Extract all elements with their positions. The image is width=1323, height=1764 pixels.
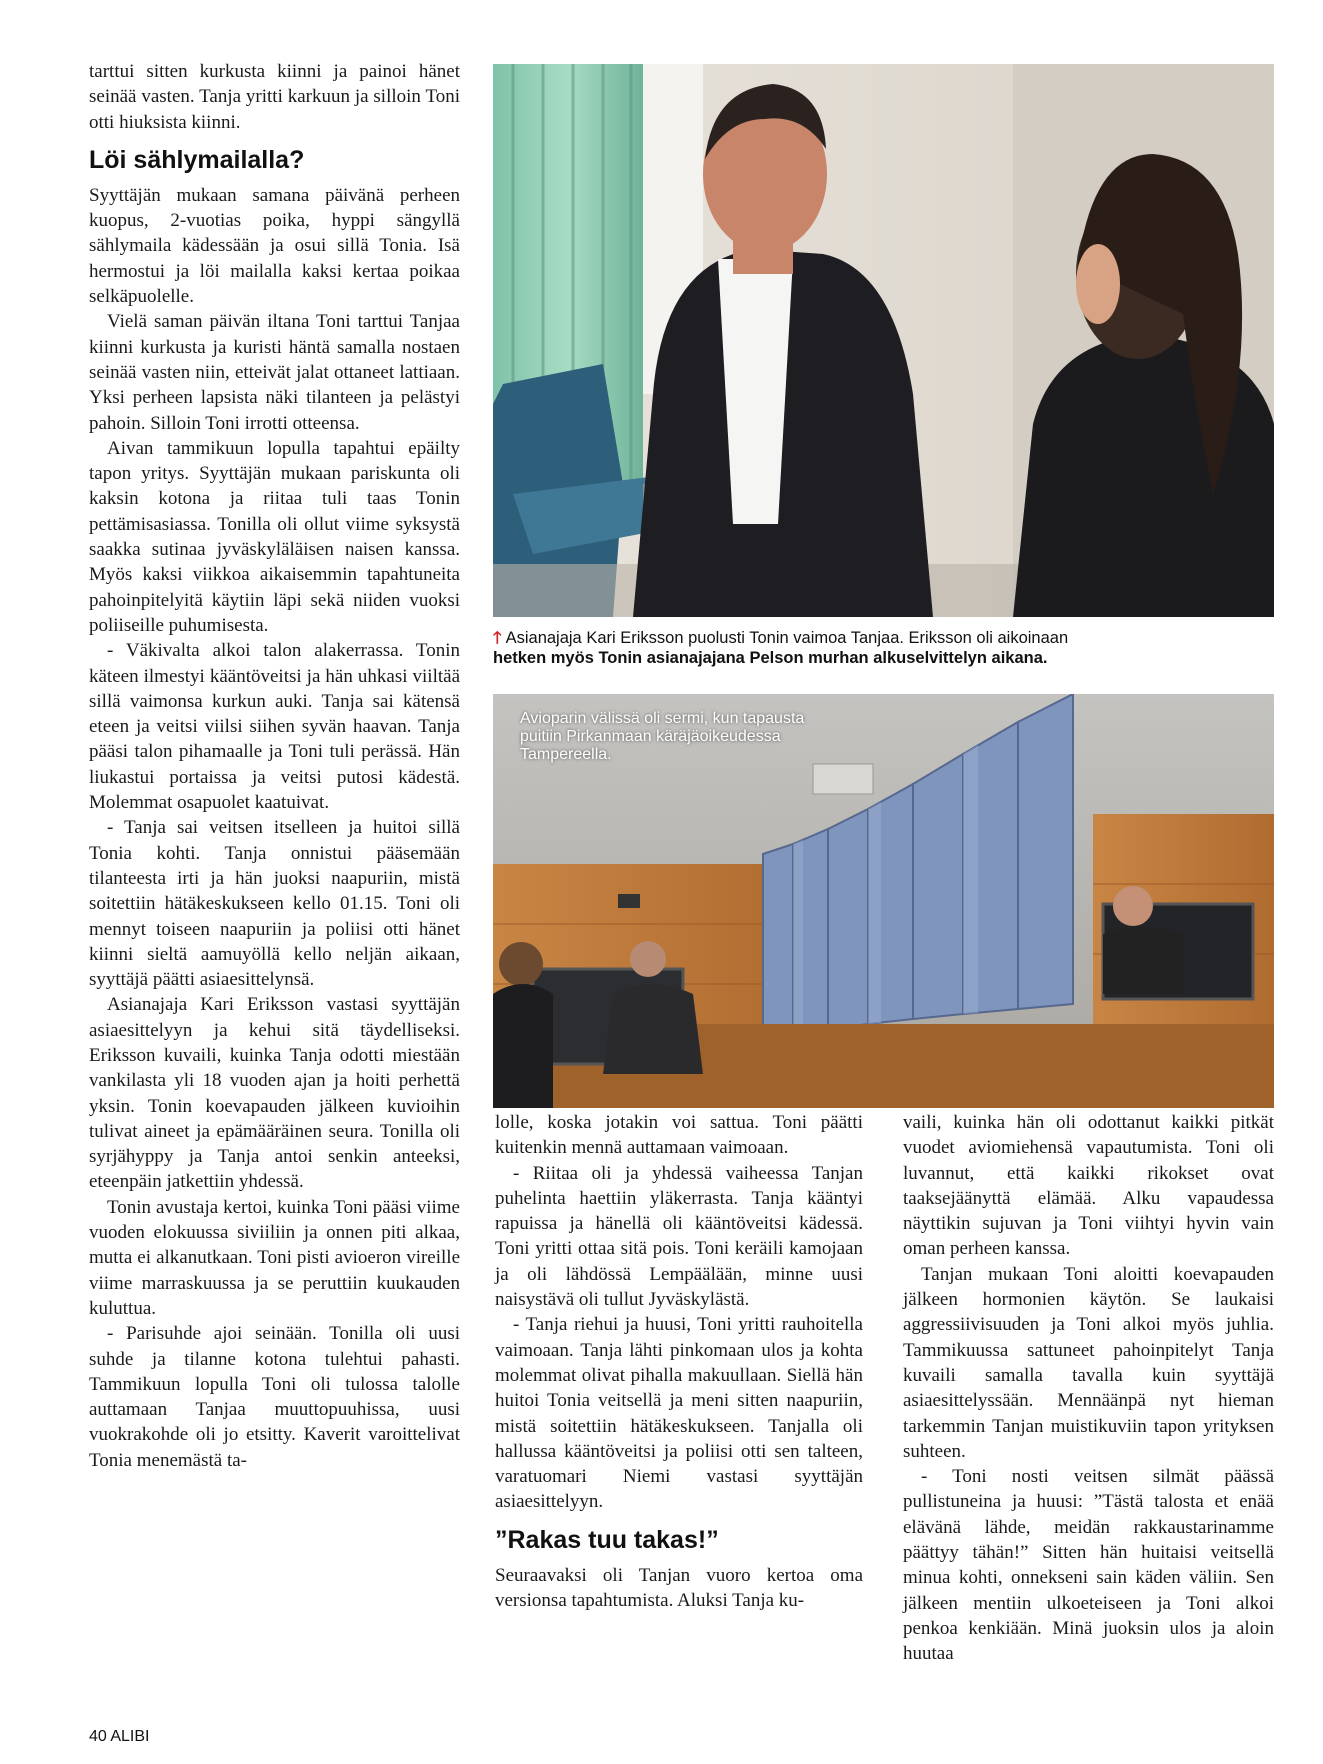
paragraph: Aivan tammikuun lopulla tapahtui epäilty tapon yritys. Syyttäjän mukaan pariskunta oli kaksin kotona ja riitaa tuli taas Tonin pettämisasiassa. Tonilla oli ollut viime syksystä saakka sutinaa jyväskyläläisen naisen kanssa. Myös kaksi viikkoa aikaisemmin tapahtuneita pahoinpitelyitä käytiin läpi sekä niiden vuoksi poliiseille puhumisesta. xyxy=(89,437,460,636)
paragraph: Syyttäjän mukaan samana päivänä perheen kuopus, 2-vuotias poika, hyppi sängyllä sählymaila kädessään ja osui sillä Tonia. Isä hermostui ja löi mailalla kaksi kertaa poikaa selkäpuolelle. xyxy=(89,184,460,308)
paragraph: Tanjan mukaan Toni aloitti koevapauden jälkeen hormonien käytön. Se laukaisi aggressiivisuuden ja Toni alkoi myös juhlia. Tammikuussa sattuneet pahoinpitelyt Tanja kuvaili samalla tavalla kuin syyttäjä asiaesittelyssään. Mennäänpä nyt hieman tarkemmin Tanjan muistikuviin tapon yrityksen suhteen. xyxy=(903,1263,1274,1462)
caption-line-2: hetken myös Tonin asianajajana Pelson murhan alkuselvittelyn aikana. xyxy=(493,649,1048,667)
paragraph: tarttui sitten kurkusta kiinni ja painoi hänet seinää vasten. Tanja yritti karkuun ja silloin Toni otti hiuksista kiinni. xyxy=(89,61,460,133)
article-column-3 xyxy=(903,1110,1274,1667)
paragraph: - Parisuhde ajoi seinään. Tonilla oli uusi suhde ja tilanne kotona tulehtui pahasti. Tammikuun lopulla Toni oli tulossa talolle auttamaan Tanjaa muuttopuuhissa, uusi vuokrakohde oli jo etsitty. Kaverit varoittelivat Tonia menemästä ta- xyxy=(89,1323,460,1471)
photo-overlay-caption: Avioparin välissä oli sermi, kun tapausta puitiin Pirkanmaan käräjäoikeudessa Tampereella. xyxy=(520,710,805,763)
paragraph: Asianajaja Kari Eriksson vastasi syyttäjän asiaesittelyyn ja kehui sitä täydelliseksi. Eriksson kuvaili, kuinka Tanja odotti miestään vankilasta yli 18 vuoden ajan ja hoiti perhettä yksin. Tonin koevapauden jälkeen kuvioihin tulivat aineet ja epämääräinen seura. Tonilla oli syrjähyppy ja Tanja antoi senkin anteeksi, eteenpäin jatkettiin yhdessä. xyxy=(89,994,460,1193)
paragraph: lolle, koska jotakin voi sattua. Toni päätti kuitenkin mennä auttamaan vaimoaan. xyxy=(495,1112,863,1159)
paragraph: Vielä saman päivän iltana Toni tarttui Tanjaa kiinni kurkusta ja kuristi häntä samalla nostaen seinää vasten niin, etteivät jalat ottaneet lattiaan. Yksi perheen lapsista näki tilanteen ja pelästyi pahoin. Silloin Toni irrotti otteensa. xyxy=(89,311,460,434)
arrow-up-icon: 🡑 xyxy=(493,629,502,647)
paragraph: vaili, kuinka hän oli odottanut kaikki pitkät vuodet aviomiehensä vapautumista. Toni oli luvannut, että kaikki rikokset ovat taaksejäänyttä elämää. Alku vapaudessa näyttikin sujuvan ja Toni viihtyi hyvin vain oman perheen kanssa. xyxy=(903,1112,1274,1260)
paragraph: - Tanja sai veitsen itselleen ja huitoi sillä Tonia kohti. Tanja onnistui pääsemään tilanteesta irti ja hän juoksi naapuriin, mistä soitettiin hätäkeskukseen kello 01.15. Toni oli mennyt toiseen naapuriin ja poliisi otti hänet kiinni sieltä aamuyöllä kello neljän aikaan, syyttäjä päätti asiaesittelynsä. xyxy=(89,817,460,991)
photo-courtroom xyxy=(493,694,1274,1108)
article-column-1 xyxy=(89,59,460,1473)
subheading: ”Rakas tuu takas!” xyxy=(495,1525,719,1554)
paragraph: - Toni nosti veitsen silmät päässä pullistuneina ja huusi: ”Tästä talosta et enää elävänä lähde, meidän rakkaustarinamme päättyy tähän!” Sitten hän huitaisi veitsellä minua kohti, onnekseni sain käden väliin. Sen jälkeen mentiin ulkoeteiseen ja Toni alkoi penkoa kenkiään. Minä juoksin ulos ja aloin huutaa xyxy=(903,1466,1274,1665)
paragraph: Tonin avustaja kertoi, kuinka Toni pääsi viime vuoden elokuussa siviiliin ja onnen piti alkaa, mutta ei alkanutkaan. Toni pisti avioeron vireille viime marraskuussa ja se peruttiin kuukauden kuluttua. xyxy=(89,1196,460,1319)
subheading: Löi sählymailalla? xyxy=(89,145,305,174)
paragraph: - Väkivalta alkoi talon alakerrassa. Tonin käteen ilmestyi kääntöveitsi ja hän uhkasi viiltää sillä vaimonsa kurkun auki. Tanja sai kätensä eteen ja veitsi viilsi siihen syvän haavan. Tanja pääsi talon pihamaalle ja Toni tuli perässä. Hän liukastui portaissa ja veitsi putosi kädestä. Molemmat osapuolet kaatuivat. xyxy=(89,640,460,814)
caption-line-1: Asianajaja Kari Eriksson puolusti Tonin vaimoa Tanjaa. Eriksson oli aikoinaan xyxy=(505,629,1069,647)
paragraph: Seuraavaksi oli Tanjan vuoro kertoa oma versionsa tapahtumista. Aluksi Tanja ku- xyxy=(495,1564,863,1612)
page-number-footer: 40 ALIBI xyxy=(89,1728,150,1745)
article-column-2 xyxy=(495,1110,863,1613)
paragraph: - Tanja riehui ja huusi, Toni yritti rauhoitella vaimoaan. Tanja lähti pinkomaan ulos ja kohta molemmat olivat pihalla makuullaan. Siellä hän huitoi Tonia veitsellä ja meni sitten naapuriin, mistä soitettiin hätäkeskukseen. Tanjalla oli hallussa kääntöveitsi ja poliisi otti sen talteen, varatuomari Niemi vastasi syyttäjän asiaesittelyyn. xyxy=(495,1314,863,1513)
photo-lawyer-and-wife xyxy=(493,64,1274,617)
photo-caption xyxy=(493,628,1274,668)
paragraph: - Riitaa oli ja yhdessä vaiheessa Tanjan puhelinta haettiin yläkerrasta. Tanja kääntyi rapuissa ja hänellä oli kääntöveitsi kädessä. Toni yritti ottaa sitä pois. Toni keräili kamojaan ja oli lähdössä Lempäälään, minne uusi naisystävä oli tullut Jyväskylästä. xyxy=(495,1162,863,1311)
